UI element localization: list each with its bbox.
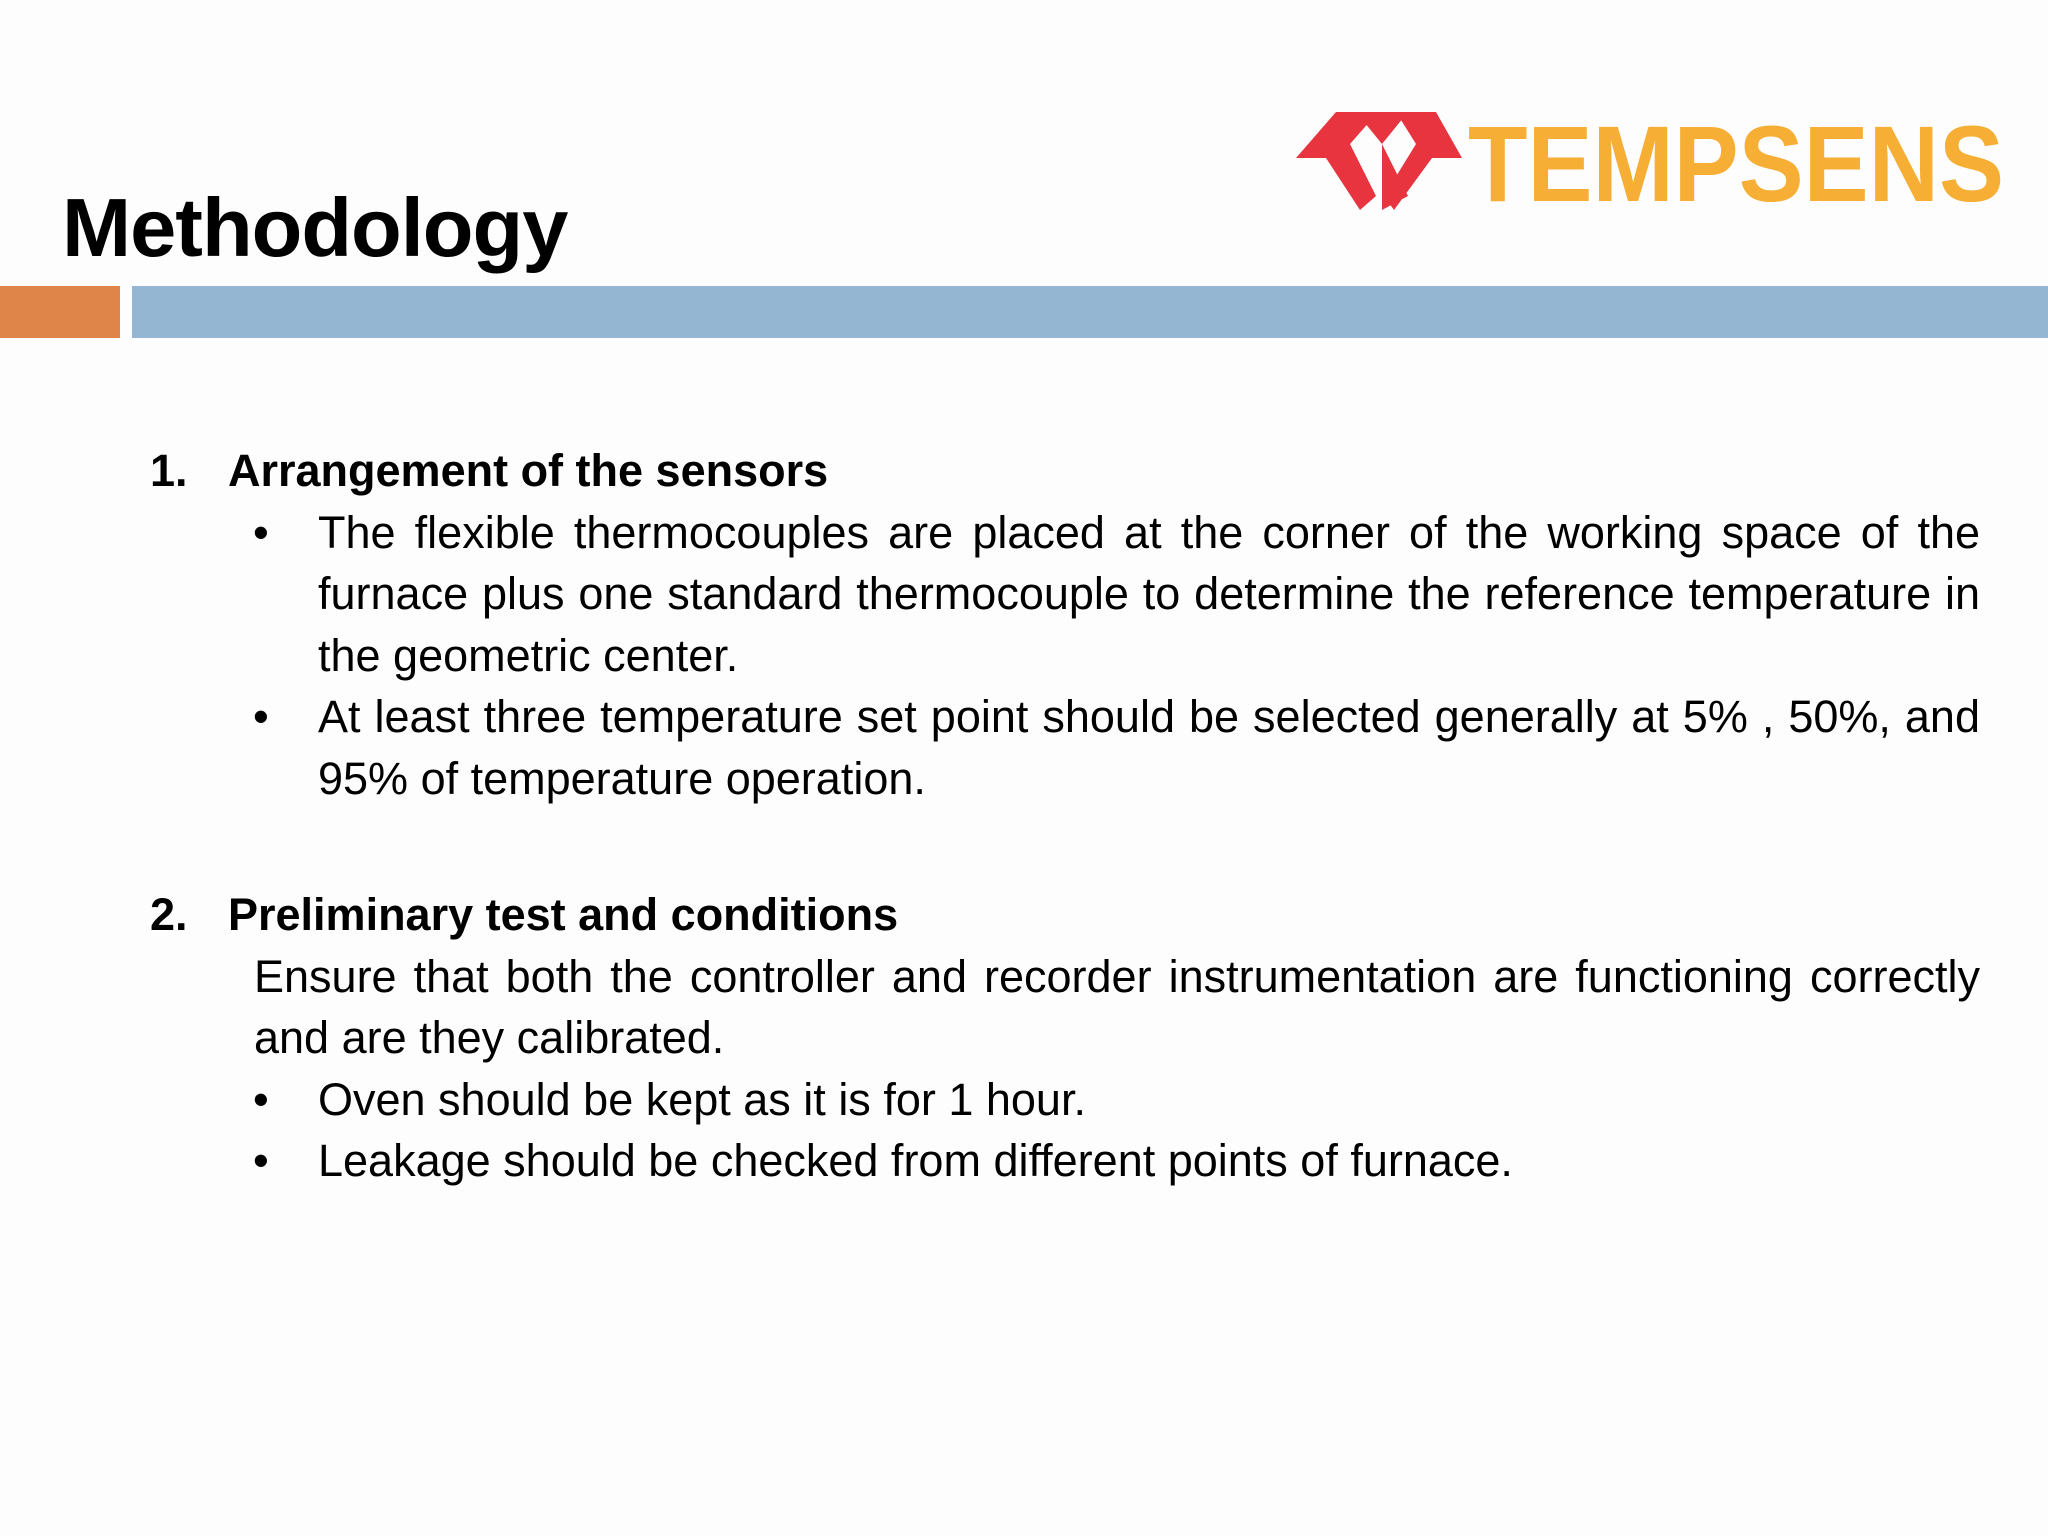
section-heading xyxy=(150,440,1980,502)
list-item xyxy=(150,502,1980,687)
section-arrangement xyxy=(150,440,1980,809)
list-item xyxy=(150,1130,1980,1192)
list-item xyxy=(150,686,1980,809)
accent-bar-blue xyxy=(132,286,2048,338)
section-spacer xyxy=(150,809,1980,884)
bullet-icon: • xyxy=(253,506,269,558)
logo-wordmark: TEMPSENS xyxy=(1468,104,2004,214)
bullet-text: Leakage should be checked from different points of furnace. xyxy=(318,1135,1513,1186)
bullet-text: At least three temperature set point should be selected generally at 5% , 50%, and 95% of temperature operation. xyxy=(318,691,1980,804)
section-number: 2. xyxy=(150,889,188,940)
arrow-chevron-logo-icon xyxy=(1296,104,2008,214)
section-preliminary xyxy=(150,884,1980,1192)
bullet-text: The flexible thermocouples are placed at the corner of the working space of the furnace plus one standard thermocouple to determine the reference temperature in the geometric center. xyxy=(318,506,1980,681)
accent-bar-orange xyxy=(0,286,120,338)
slide-title: Methodology xyxy=(62,181,568,274)
section-heading-text: Arrangement of the sensors xyxy=(228,445,829,496)
bullet-text: Oven should be kept as it is for 1 hour. xyxy=(318,1073,1086,1125)
bullet-icon: • xyxy=(253,691,269,742)
section-heading xyxy=(150,884,1980,946)
list-item xyxy=(150,1069,1980,1131)
bullet-list xyxy=(150,1069,1980,1192)
bullet-list xyxy=(150,502,1980,810)
tempsens-logo xyxy=(1296,104,2008,214)
slide-body xyxy=(150,440,1980,1192)
bullet-icon: • xyxy=(253,1073,269,1125)
section-paragraph: Ensure that both the controller and recorder instrumentation are functioning correctly and are they calibrated. xyxy=(254,950,1980,1063)
bullet-icon: • xyxy=(253,1135,269,1186)
section-heading-text: Preliminary test and conditions xyxy=(228,889,899,940)
section-number: 1. xyxy=(150,445,188,496)
